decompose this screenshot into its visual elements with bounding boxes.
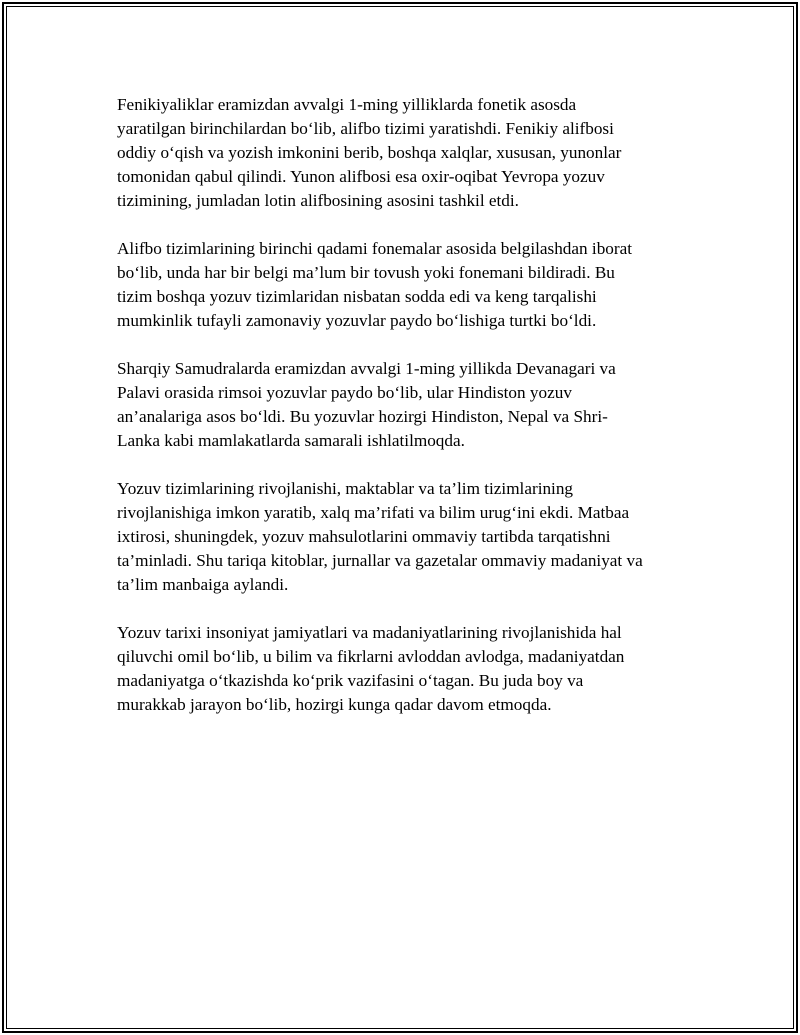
paragraph-phoenician-alphabet: Fenikiyaliklar eramizdan avvalgi 1-ming yilliklarda fonetik asosda yaratilgan birinchilardan bo‘lib, alifbo tizimi yaratishdi. Fenikiy alifbosi oddiy o‘qish va yozish imkonini berib, boshqa xalqlar, xususan, yunonlar tomonidan qabul qilindi. Yunon alifbosi esa oxir-oqibat Yevropa yozuv tizimining, jumladan lotin alifbosining asosini tashkil etdi. (117, 95, 622, 210)
paragraph-eastern-scripts: Sharqiy Samudralarda eramizdan avvalgi 1-ming yillikda Devanagari va Palavi orasida rimsoi yozuvlar paydo bo‘lib, ular Hindiston yozuv an’analariga asos bo‘ldi. Bu yozuvlar hozirgi Hindiston, Nepal va Shri- Lanka kabi mamlakatlarda samarali ishlatilmoqda. (117, 359, 616, 450)
paragraph-alphabet-systems: Alifbo tizimlarining birinchi qadami fonemalar asosida belgilashdan iborat bo‘lib, unda har bir belgi ma’lum bir tovush yoki fonemani bildiradi. Bu tizim boshqa yozuv tizimlaridan nisbatan sodda edi va keng tarqalishi mumkinlik tufayli zamonaviy yozuvlar paydo bo‘lishiga turtki bo‘ldi. (117, 239, 633, 330)
paragraph-education-printing: Yozuv tizimlarining rivojlanishi, maktablar va ta’lim tizimlarining rivojlanishiga imkon yaratib, xalq ma’rifati va bilim urug‘ini ekdi. Matbaa ixtirosi, shuningdek, yozuv mahsulotlarini ommaviy tartibda tarqatishni ta’minladi. Shu tariqa kitoblar, jurnallar va gazetalar ommaviy madaniyat va ta’lim manbaiga aylandi. (117, 479, 643, 594)
paragraph-history-of-writing: Yozuv tarixi insoniyat jamiyatlari va madaniyatlarining rivojlanishida hal qiluvchi omil bo‘lib, u bilim va fikrlarni avloddan avlodga, madaniyatdan madaniyatga o‘tkazishda ko‘prik vazifasini o‘tagan. Bu juda boy va murakkab jarayon bo‘lib, hozirgi kunga qadar davom etmoqda. (117, 623, 625, 714)
document-body (117, 93, 687, 741)
